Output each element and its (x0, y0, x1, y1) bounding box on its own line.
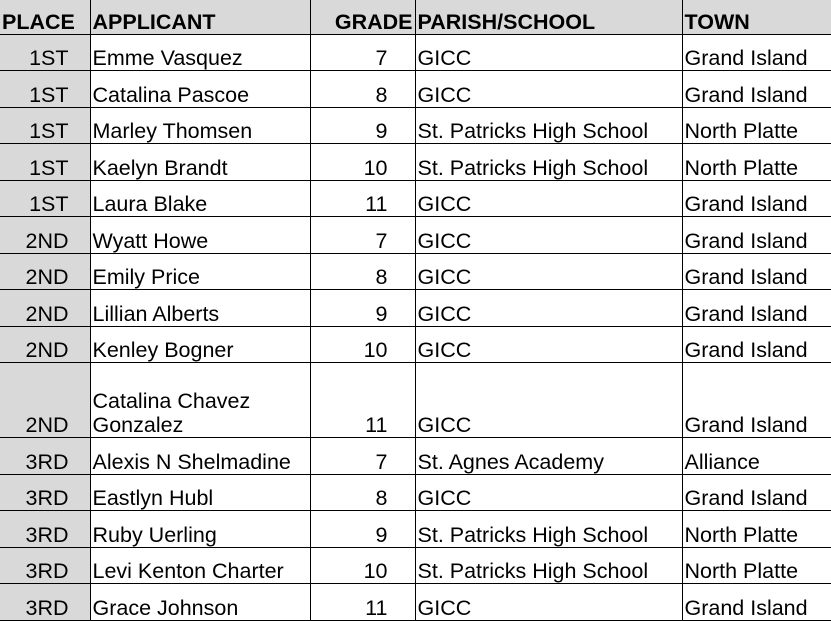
grade-cell: 8 (310, 71, 415, 108)
town-cell: Grand Island (682, 34, 831, 71)
town-cell: Grand Island (682, 363, 831, 438)
grade-cell: 10 (310, 144, 415, 181)
grade-cell: 7 (310, 34, 415, 71)
header-row (0, 0, 831, 34)
place-cell: 1ST (0, 180, 90, 217)
school-cell: St. Patricks High School (415, 144, 682, 181)
applicant-cell: Emme Vasquez (90, 34, 310, 71)
header-applicant: APPLICANT (90, 0, 310, 34)
grade-cell: 9 (310, 107, 415, 144)
grade-cell: 9 (310, 511, 415, 548)
grade-cell: 10 (310, 547, 415, 584)
table-row (0, 547, 831, 584)
applicant-cell: Wyatt Howe (90, 217, 310, 254)
place-cell: 2ND (0, 326, 90, 363)
school-cell: GICC (415, 474, 682, 511)
table-row (0, 290, 831, 327)
school-cell: GICC (415, 326, 682, 363)
school-cell: GICC (415, 584, 682, 621)
place-cell: 2ND (0, 217, 90, 254)
school-cell: GICC (415, 363, 682, 438)
table-body (0, 34, 831, 620)
table-row (0, 474, 831, 511)
table-row (0, 180, 831, 217)
grade-cell: 7 (310, 217, 415, 254)
place-cell: 3RD (0, 584, 90, 621)
town-cell: Grand Island (682, 290, 831, 327)
grade-cell: 11 (310, 363, 415, 438)
school-cell: St. Agnes Academy (415, 438, 682, 475)
header-school: PARISH/SCHOOL (415, 0, 682, 34)
town-cell: Grand Island (682, 326, 831, 363)
table-row (0, 144, 831, 181)
applicant-cell: Marley Thomsen (90, 107, 310, 144)
table-row (0, 71, 831, 108)
school-cell: GICC (415, 180, 682, 217)
place-cell: 1ST (0, 34, 90, 71)
school-cell: St. Patricks High School (415, 511, 682, 548)
applicant-cell: Levi Kenton Charter (90, 547, 310, 584)
grade-cell: 9 (310, 290, 415, 327)
town-cell: Grand Island (682, 584, 831, 621)
table-row (0, 326, 831, 363)
grade-cell: 8 (310, 474, 415, 511)
applicant-cell: Kenley Bogner (90, 326, 310, 363)
applicant-cell: Ruby Uerling (90, 511, 310, 548)
applicant-cell: Alexis N Shelmadine (90, 438, 310, 475)
school-cell: GICC (415, 290, 682, 327)
town-cell: North Platte (682, 107, 831, 144)
school-cell: GICC (415, 71, 682, 108)
place-cell: 3RD (0, 438, 90, 475)
header-place: PLACE (0, 0, 90, 34)
place-cell: 2ND (0, 290, 90, 327)
school-cell: St. Patricks High School (415, 107, 682, 144)
place-cell: 3RD (0, 547, 90, 584)
table-row (0, 438, 831, 475)
applicant-cell: Lillian Alberts (90, 290, 310, 327)
school-cell: GICC (415, 217, 682, 254)
place-cell: 2ND (0, 253, 90, 290)
applicant-cell: Laura Blake (90, 180, 310, 217)
town-cell: North Platte (682, 547, 831, 584)
school-cell: St. Patricks High School (415, 547, 682, 584)
table-row (0, 253, 831, 290)
place-cell: 1ST (0, 71, 90, 108)
place-cell: 3RD (0, 474, 90, 511)
town-cell: Grand Island (682, 71, 831, 108)
table-row (0, 584, 831, 621)
grade-cell: 7 (310, 438, 415, 475)
place-cell: 3RD (0, 511, 90, 548)
table-row (0, 363, 831, 438)
grade-cell: 11 (310, 584, 415, 621)
town-cell: Grand Island (682, 253, 831, 290)
table-row (0, 511, 831, 548)
table-row (0, 107, 831, 144)
grade-cell: 11 (310, 180, 415, 217)
place-cell: 1ST (0, 144, 90, 181)
town-cell: Grand Island (682, 217, 831, 254)
town-cell: Alliance (682, 438, 831, 475)
school-cell: GICC (415, 34, 682, 71)
table-row (0, 34, 831, 71)
town-cell: North Platte (682, 511, 831, 548)
applicant-cell: Eastlyn Hubl (90, 474, 310, 511)
applicant-cell: Kaelyn Brandt (90, 144, 310, 181)
table-row (0, 217, 831, 254)
place-cell: 1ST (0, 107, 90, 144)
applicant-cell: Grace Johnson (90, 584, 310, 621)
applicant-cell: Emily Price (90, 253, 310, 290)
school-cell: GICC (415, 253, 682, 290)
table-header (0, 0, 831, 34)
town-cell: North Platte (682, 144, 831, 181)
applicant-cell: Catalina Chavez Gonzalez (90, 363, 310, 438)
grade-cell: 10 (310, 326, 415, 363)
town-cell: Grand Island (682, 474, 831, 511)
town-cell: Grand Island (682, 180, 831, 217)
header-grade: GRADE (310, 0, 415, 34)
grade-cell: 8 (310, 253, 415, 290)
applicant-cell: Catalina Pascoe (90, 71, 310, 108)
place-cell: 2ND (0, 363, 90, 438)
header-town: TOWN (682, 0, 831, 34)
